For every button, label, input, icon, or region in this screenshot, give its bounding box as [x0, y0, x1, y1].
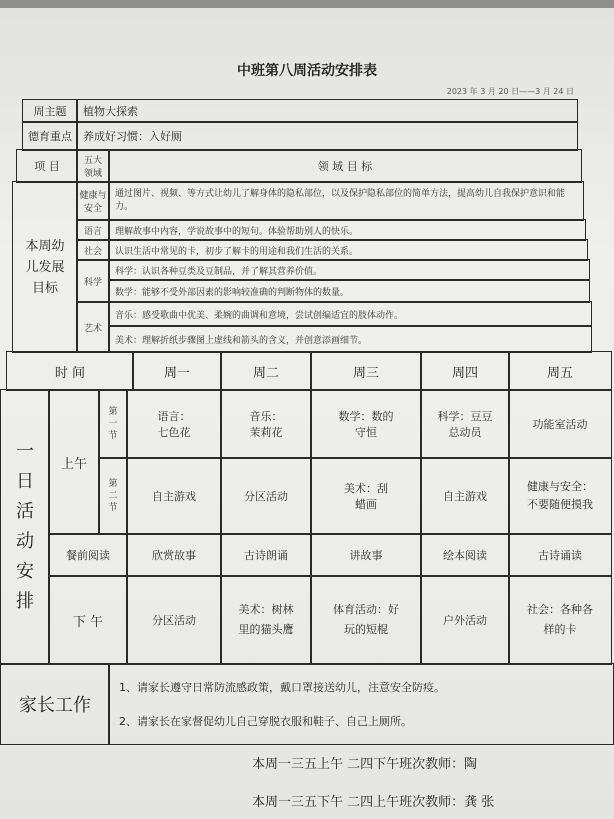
development-goals-label: 本周幼儿发展目标: [12, 181, 78, 353]
day-wed: 周三: [310, 351, 422, 391]
domain-language-goal: 理解故事中内容，学说故事中的短句。体验帮助别人的快乐。: [108, 219, 586, 241]
domain-social-goal: 认识生活中常见的卡，初步了解卡的用途和我们生活的关系。: [108, 239, 588, 261]
domain-language-name: 语言: [76, 219, 110, 241]
theme-value: 植物大探索: [76, 99, 578, 123]
teacher-shift-1: 本周一三五上午 二四下午班次教师：陶: [252, 757, 478, 772]
parents-work-label: 家长工作: [0, 663, 110, 745]
moral-label: 德育重点: [22, 121, 78, 151]
fri-session-1: 功能室活动: [508, 389, 612, 459]
day-mon: 周一: [132, 351, 222, 391]
thu-reading: 绘本阅读: [420, 533, 510, 577]
teacher-shift-2: 本周一三五下午 二四上午班次教师：龚 张: [252, 795, 495, 810]
domain-fine-art-goal: 美术：理解折纸步骤图上虚线和箭头的含义，并创意添画细节。: [108, 325, 592, 353]
header-five-domains: 五大领域: [76, 149, 110, 183]
domain-science-name: 科学: [76, 259, 110, 303]
parents-work-content: [108, 663, 614, 745]
date-range: 2023 年 3 月 20 日——3 月 24 日: [446, 87, 574, 96]
domain-science-goal: 科学：认识各种豆类及豆制品，并了解其营养价值。: [108, 259, 590, 281]
moral-value: 养成好习惯：入好厕: [76, 121, 578, 151]
mon-session-1: 语言：七色花: [126, 389, 222, 459]
reading-label: 餐前阅读: [48, 533, 128, 577]
day-thu: 周四: [420, 351, 510, 391]
domain-math-goal: 数学：能够不受外部因素的影响较准确的判断物体的数量。: [108, 279, 590, 303]
morning-label: 上午: [48, 389, 100, 535]
fri-session-2: 健康与安全：不要随便摸我: [508, 457, 612, 535]
tue-afternoon: 美术：树林里的猫头鹰: [220, 575, 312, 665]
tue-session-1: 音乐：茉莉花: [220, 389, 312, 459]
parents-item-1: 1、请家长遵守日常防流感政策，戴口罩接送幼儿，注意安全防疫。: [119, 681, 445, 694]
mon-reading: 欣赏故事: [126, 533, 222, 577]
domain-health-goal: 通过图片、视频、等方式让幼儿了解身体的隐私部位，以及保护隐私部位的简单方法，提高幼儿自我保护意识和能力。: [108, 181, 584, 221]
mon-afternoon: 分区活动: [126, 575, 222, 665]
fri-reading: 古诗诵读: [508, 533, 612, 577]
domain-social-name: 社会: [76, 239, 110, 261]
document-sheet: [0, 8, 614, 819]
day-fri: 周五: [508, 351, 612, 391]
section-1-label: 第一节: [98, 389, 128, 459]
tue-reading: 古诗朗诵: [220, 533, 312, 577]
time-label: 时 间: [6, 351, 134, 391]
mon-session-2: 自主游戏: [126, 457, 222, 535]
page-title: 中班第八周活动安排表: [237, 63, 377, 79]
thu-session-1: 科学：豆豆总动员: [420, 389, 510, 459]
thu-session-2: 自主游戏: [420, 457, 510, 535]
parents-item-2: 2、请家长在家督促幼儿自己穿脱衣服和鞋子、自己上厕所。: [119, 715, 412, 728]
domain-art-name: 艺术: [76, 301, 110, 353]
header-item: 项 目: [16, 149, 78, 183]
wed-session-1: 数学：数的守恒: [310, 389, 422, 459]
header-goal: 领 域 目 标: [108, 149, 582, 183]
day-tue: 周二: [220, 351, 312, 391]
afternoon-label: 下 午: [48, 575, 128, 665]
daily-activity-label: 一日活动安排: [0, 389, 50, 665]
thu-afternoon: 户外活动: [420, 575, 510, 665]
wed-session-2: 美术：刮蜡画: [310, 457, 422, 535]
domain-health-name: 健康与安全: [76, 181, 110, 221]
theme-label: 周主题: [22, 99, 78, 123]
wed-reading: 讲故事: [310, 533, 422, 577]
fri-afternoon: 社会：各种各样的卡: [508, 575, 612, 665]
wed-afternoon: 体育活动：好玩的短棍: [310, 575, 422, 665]
section-2-label: 第二节: [98, 457, 128, 535]
domain-music-goal: 音乐：感受歌曲中优美、柔婉的曲调和意境，尝试创编适宜的肢体动作。: [108, 301, 592, 327]
tue-session-2: 分区活动: [220, 457, 312, 535]
